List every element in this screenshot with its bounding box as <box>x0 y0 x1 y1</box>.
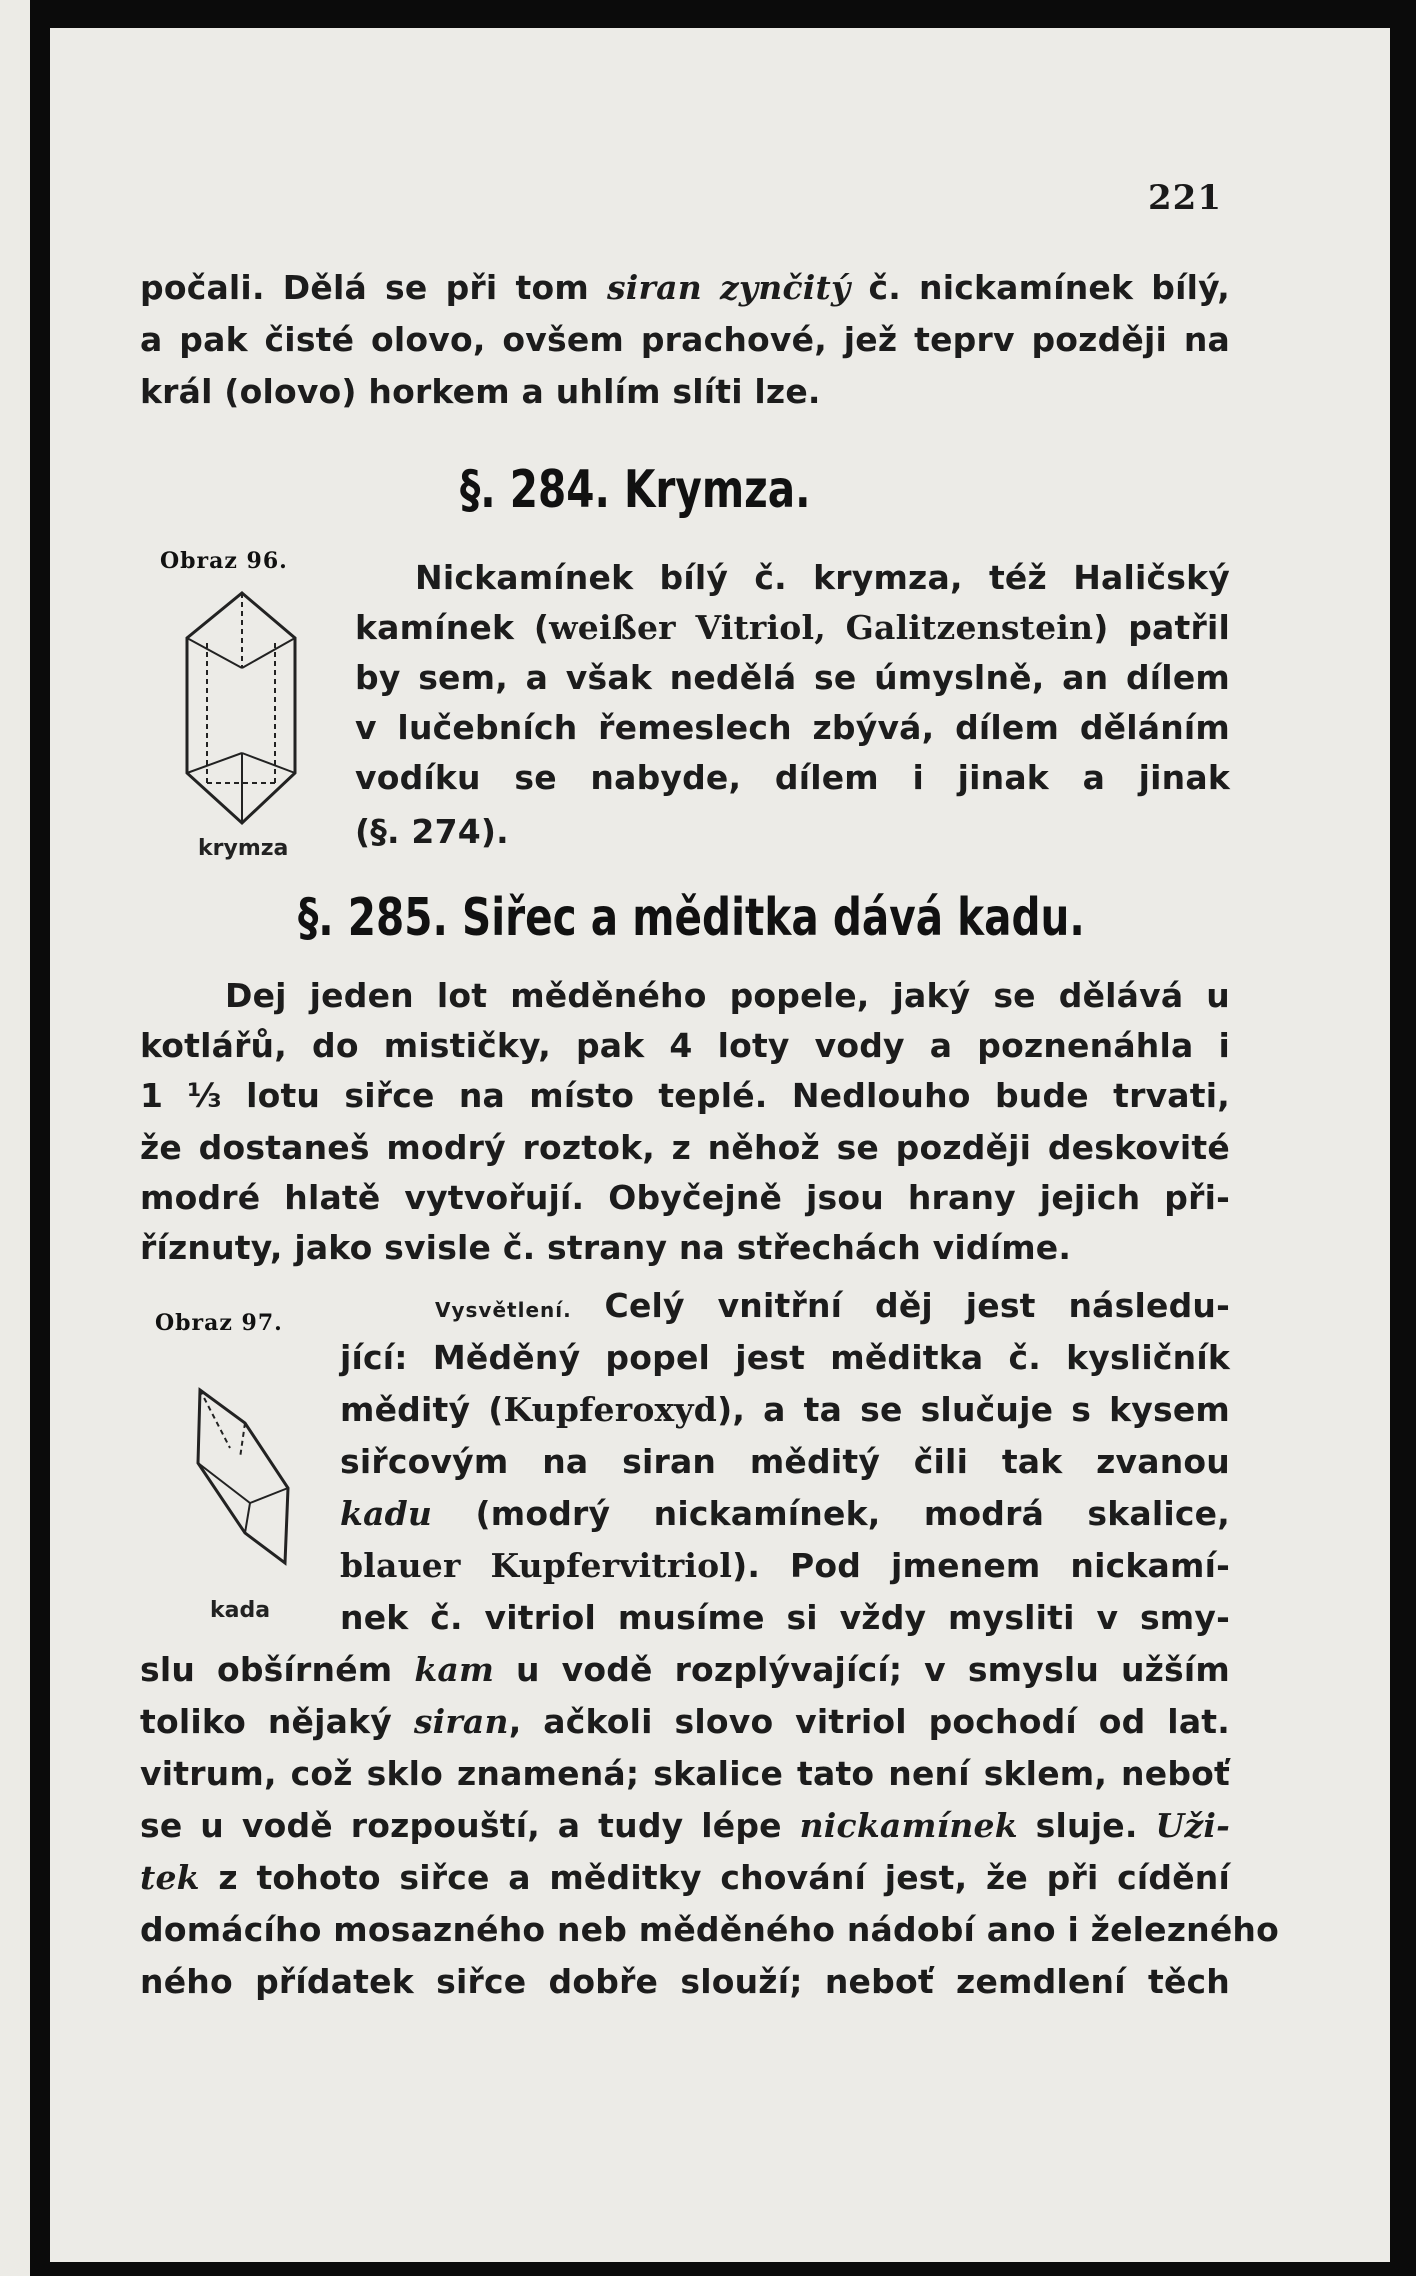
explanation-line-5 <box>340 1494 1230 1533</box>
intro-text: č. nickamínek bílý, <box>850 268 1230 307</box>
italic-term: tek <box>140 1858 200 1897</box>
sec285-line-6: říznuty, jako svisle č. strany na střechách vidíme. <box>140 1228 1072 1267</box>
explanation-line-10: vitrum, což sklo znamená; skalice tato není sklem, neboť <box>140 1754 1230 1793</box>
section-285-heading: §. 285. Siřec a měditka dává kadu. <box>298 888 1085 948</box>
sec285-line-5: modré hlatě vytvořují. Obyčejně jsou hrany jejich při- <box>140 1178 1230 1217</box>
german-term: blauer Kupfervitriol <box>340 1546 733 1585</box>
sec284-line-5: vodíku se nabyde, dílem i jinak a jinak <box>355 758 1230 797</box>
german-term: weißer Vitriol, Galitzenstein <box>549 608 1094 647</box>
section-284-heading: §. 284. Krymza. <box>460 460 811 520</box>
explanation-line-2: jící: Měděný popel jest měditka č. kysličník <box>340 1338 1230 1377</box>
german-term: Kupferoxyd <box>503 1390 718 1429</box>
sec284-line-4: v lučebních řemeslech zbývá, dílem dě́láním <box>355 708 1230 747</box>
explanation-line-9 <box>140 1702 1230 1741</box>
explanation-line-12 <box>140 1858 1230 1897</box>
intro-line-1 <box>140 268 1230 307</box>
italic-term: Uži- <box>1155 1806 1230 1845</box>
explanation-line-13: domácího mosazného neb měděného nádobí ano i železného <box>140 1910 1279 1949</box>
intro-line-2: a pak čisté olovo, ovšem prachové, jež teprv později na <box>140 320 1230 359</box>
explanation-text: měditý ( <box>340 1390 504 1429</box>
kada-crystal-figure <box>190 1378 300 1578</box>
explanation-text: (modrý nickamínek, modrá skalice, <box>432 1494 1230 1533</box>
sec284-line-1: Nickamínek bílý č. krymza, též Haličský <box>415 558 1230 597</box>
sec284-text: kamínek ( <box>355 608 550 647</box>
explanation-text: , ačkoli slovo vitriol pochodí od lat. <box>508 1702 1230 1741</box>
intro-line-3: král (olovo) horkem a uhlím slíti lze. <box>140 372 821 411</box>
book-page <box>50 28 1390 2262</box>
intro-text: počali. Dělá se při tom <box>140 268 608 307</box>
explanation-text: sluje. <box>1017 1806 1156 1845</box>
figure-96-caption: Obraz 96. <box>160 548 288 574</box>
explanation-text: ). Pod jmenem nickamí- <box>732 1546 1230 1585</box>
explanation-line-4: siřcovým na siran měditý čili tak zvanou <box>340 1442 1230 1481</box>
explanation-text: slu obšírném <box>140 1650 415 1689</box>
sec284-text: ) patřil <box>1093 608 1231 647</box>
explanation-text: ), a ta se slučuje s kysem <box>717 1390 1230 1429</box>
sec285-line-3: 1 ⅓ lotu siřce na místo teplé. Nedlouho bude trvati, <box>140 1076 1230 1115</box>
explanation-line-3 <box>340 1390 1230 1429</box>
figure-96-label: krymza <box>198 836 289 861</box>
explanation-line-1 <box>435 1286 1230 1325</box>
explanation-text: toliko nějaký <box>140 1702 414 1741</box>
explanation-line-7: nek č. vitriol musíme si vždy mysliti v smy- <box>340 1598 1230 1637</box>
explanation-text: se u vodě rozpouští, a tudy lépe <box>140 1806 800 1845</box>
italic-term: kam <box>414 1650 495 1689</box>
sec284-line-2 <box>355 608 1230 647</box>
figure-97-caption: Obraz 97. <box>155 1310 283 1336</box>
sec285-line-2: kotlářů, do mističky, pak 4 loty vody a poznenáhla i <box>140 1026 1230 1065</box>
explanation-line-11 <box>140 1806 1230 1845</box>
explanation-line-8 <box>140 1650 1230 1689</box>
explanation-line-14: ného přídatek siřce dobře slouží; neboť zemdlení těch <box>140 1962 1230 2001</box>
sec284-line-6: (§. 274). <box>355 812 509 851</box>
page-number: 221 <box>1148 178 1222 218</box>
intro-term-italic: siran zynčitý <box>607 268 851 307</box>
explanation-text: Celý vnitřní děj jest následu- <box>604 1286 1230 1325</box>
figure-97-label: kada <box>210 1598 271 1623</box>
krymza-crystal-figure <box>175 583 310 833</box>
sec284-line-3: by sem, a však nedělá se úmyslně, an dílem <box>355 658 1230 697</box>
sec285-line-4: že dostaneš modrý roztok, z něhož se později deskovité <box>140 1128 1230 1167</box>
explanation-line-6 <box>340 1546 1230 1585</box>
italic-term: nickamínek <box>799 1806 1018 1845</box>
italic-term: kadu <box>340 1494 433 1533</box>
explanation-text: u vodě rozplývající; v smyslu užším <box>494 1650 1230 1689</box>
explanation-label: Vysvětlení. <box>435 1298 572 1322</box>
sec285-line-1: Dej jeden lot měděného popele, jaký se dělává u <box>225 976 1230 1015</box>
adjacent-page-edge <box>0 0 30 2276</box>
explanation-text: z tohoto siřce a měditky chování jest, že při cídění <box>199 1858 1230 1897</box>
italic-term: siran <box>413 1702 509 1741</box>
